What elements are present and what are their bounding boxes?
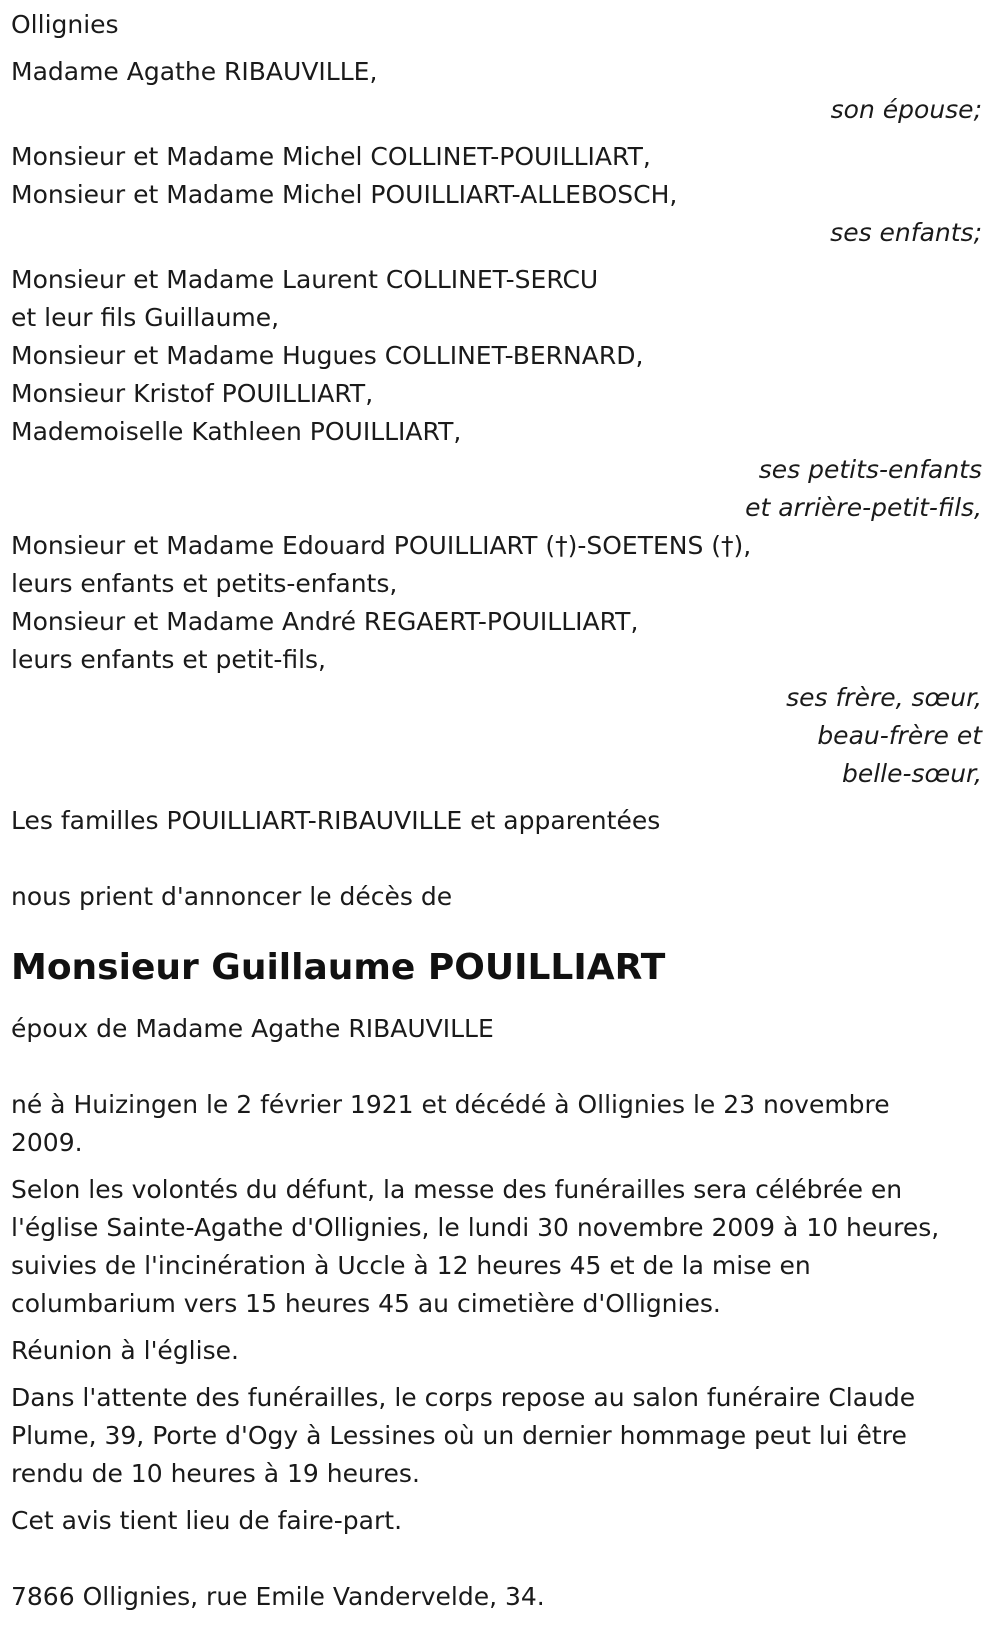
relationship-label: ses petits-enfants	[758, 455, 982, 484]
deceased-name: Monsieur Guillaume POUILLIART	[11, 947, 666, 988]
paragraph-line: columbarium vers 15 heures 45 au cimetière d'Ollignies.	[11, 1289, 721, 1318]
paragraph-line: Selon les volontés du défunt, la messe des funérailles sera célébrée en	[11, 1175, 903, 1204]
paragraph-line: 2009.	[11, 1128, 83, 1157]
city-header: Ollignies	[11, 10, 119, 39]
paragraph-line: Plume, 39, Porte d'Ogy à Lessines où un dernier hommage peut lui être	[11, 1421, 907, 1450]
family-name-line: Madame Agathe RIBAUVILLE,	[11, 57, 378, 86]
family-group-spouse	[11, 53, 990, 129]
paragraph-line: né à Huizingen le 2 février 1921 et décédé à Ollignies le 23 novembre	[11, 1090, 890, 1119]
paragraph-line: Dans l'attente des funérailles, le corps repose au salon funéraire Claude	[11, 1383, 916, 1412]
family-name-line: Monsieur et Madame Michel POUILLIART-ALLEBOSCH,	[11, 180, 678, 209]
family-name-line: Monsieur et Madame Michel COLLINET-POUILLIART,	[11, 142, 651, 171]
family-name-line: leurs enfants et petit-fils,	[11, 645, 327, 674]
family-name-line: Monsieur et Madame Hugues COLLINET-BERNARD,	[11, 341, 644, 370]
family-name-line: et leur fils Guillaume,	[11, 303, 280, 332]
spouse-line: époux de Madame Agathe RIBAUVILLE	[11, 1014, 494, 1043]
reunion-line: Réunion à l'église.	[11, 1336, 239, 1365]
family-group-children	[11, 138, 990, 252]
funeral-paragraph	[11, 1171, 990, 1323]
relationship-label: et arrière-petit-fils,	[745, 493, 982, 522]
family-group-grandchildren	[11, 261, 990, 527]
family-name-line: Monsieur Kristof POUILLIART,	[11, 379, 374, 408]
birth-death-paragraph	[11, 1086, 990, 1162]
announce-line: nous prient d'annoncer le décès de	[11, 882, 453, 911]
notice-line: Cet avis tient lieu de faire-part.	[11, 1506, 403, 1535]
paragraph-line: l'église Sainte-Agathe d'Ollignies, le lundi 30 novembre 2009 à 10 heures,	[11, 1213, 940, 1242]
relationship-label: belle-sœur,	[841, 759, 982, 788]
families-line: Les familles POUILLIART-RIBAUVILLE et apparentées	[11, 806, 661, 835]
family-name-line: Monsieur et Madame Laurent COLLINET-SERCU	[11, 265, 599, 294]
relationship-label: son épouse;	[830, 95, 982, 124]
paragraph-line: rendu de 10 heures à 19 heures.	[11, 1459, 420, 1488]
paragraph-line: suivies de l'incinération à Uccle à 12 heures 45 et de la mise en	[11, 1251, 811, 1280]
address-line: 7866 Ollignies, rue Emile Vandervelde, 34.	[11, 1582, 545, 1611]
relationship-label: beau-frère et	[817, 721, 982, 750]
family-name-line: Mademoiselle Kathleen POUILLIART,	[11, 417, 462, 446]
family-name-line: Monsieur et Madame Edouard POUILLIART (†)-SOETENS (†),	[11, 531, 752, 560]
family-name-line: leurs enfants et petits-enfants,	[11, 569, 398, 598]
family-group-siblings	[11, 527, 990, 793]
relationship-label: ses frère, sœur,	[786, 683, 982, 712]
family-name-line: Monsieur et Madame André REGAERT-POUILLIART,	[11, 607, 639, 636]
viewing-paragraph	[11, 1379, 990, 1493]
relationship-label: ses enfants;	[830, 218, 982, 247]
